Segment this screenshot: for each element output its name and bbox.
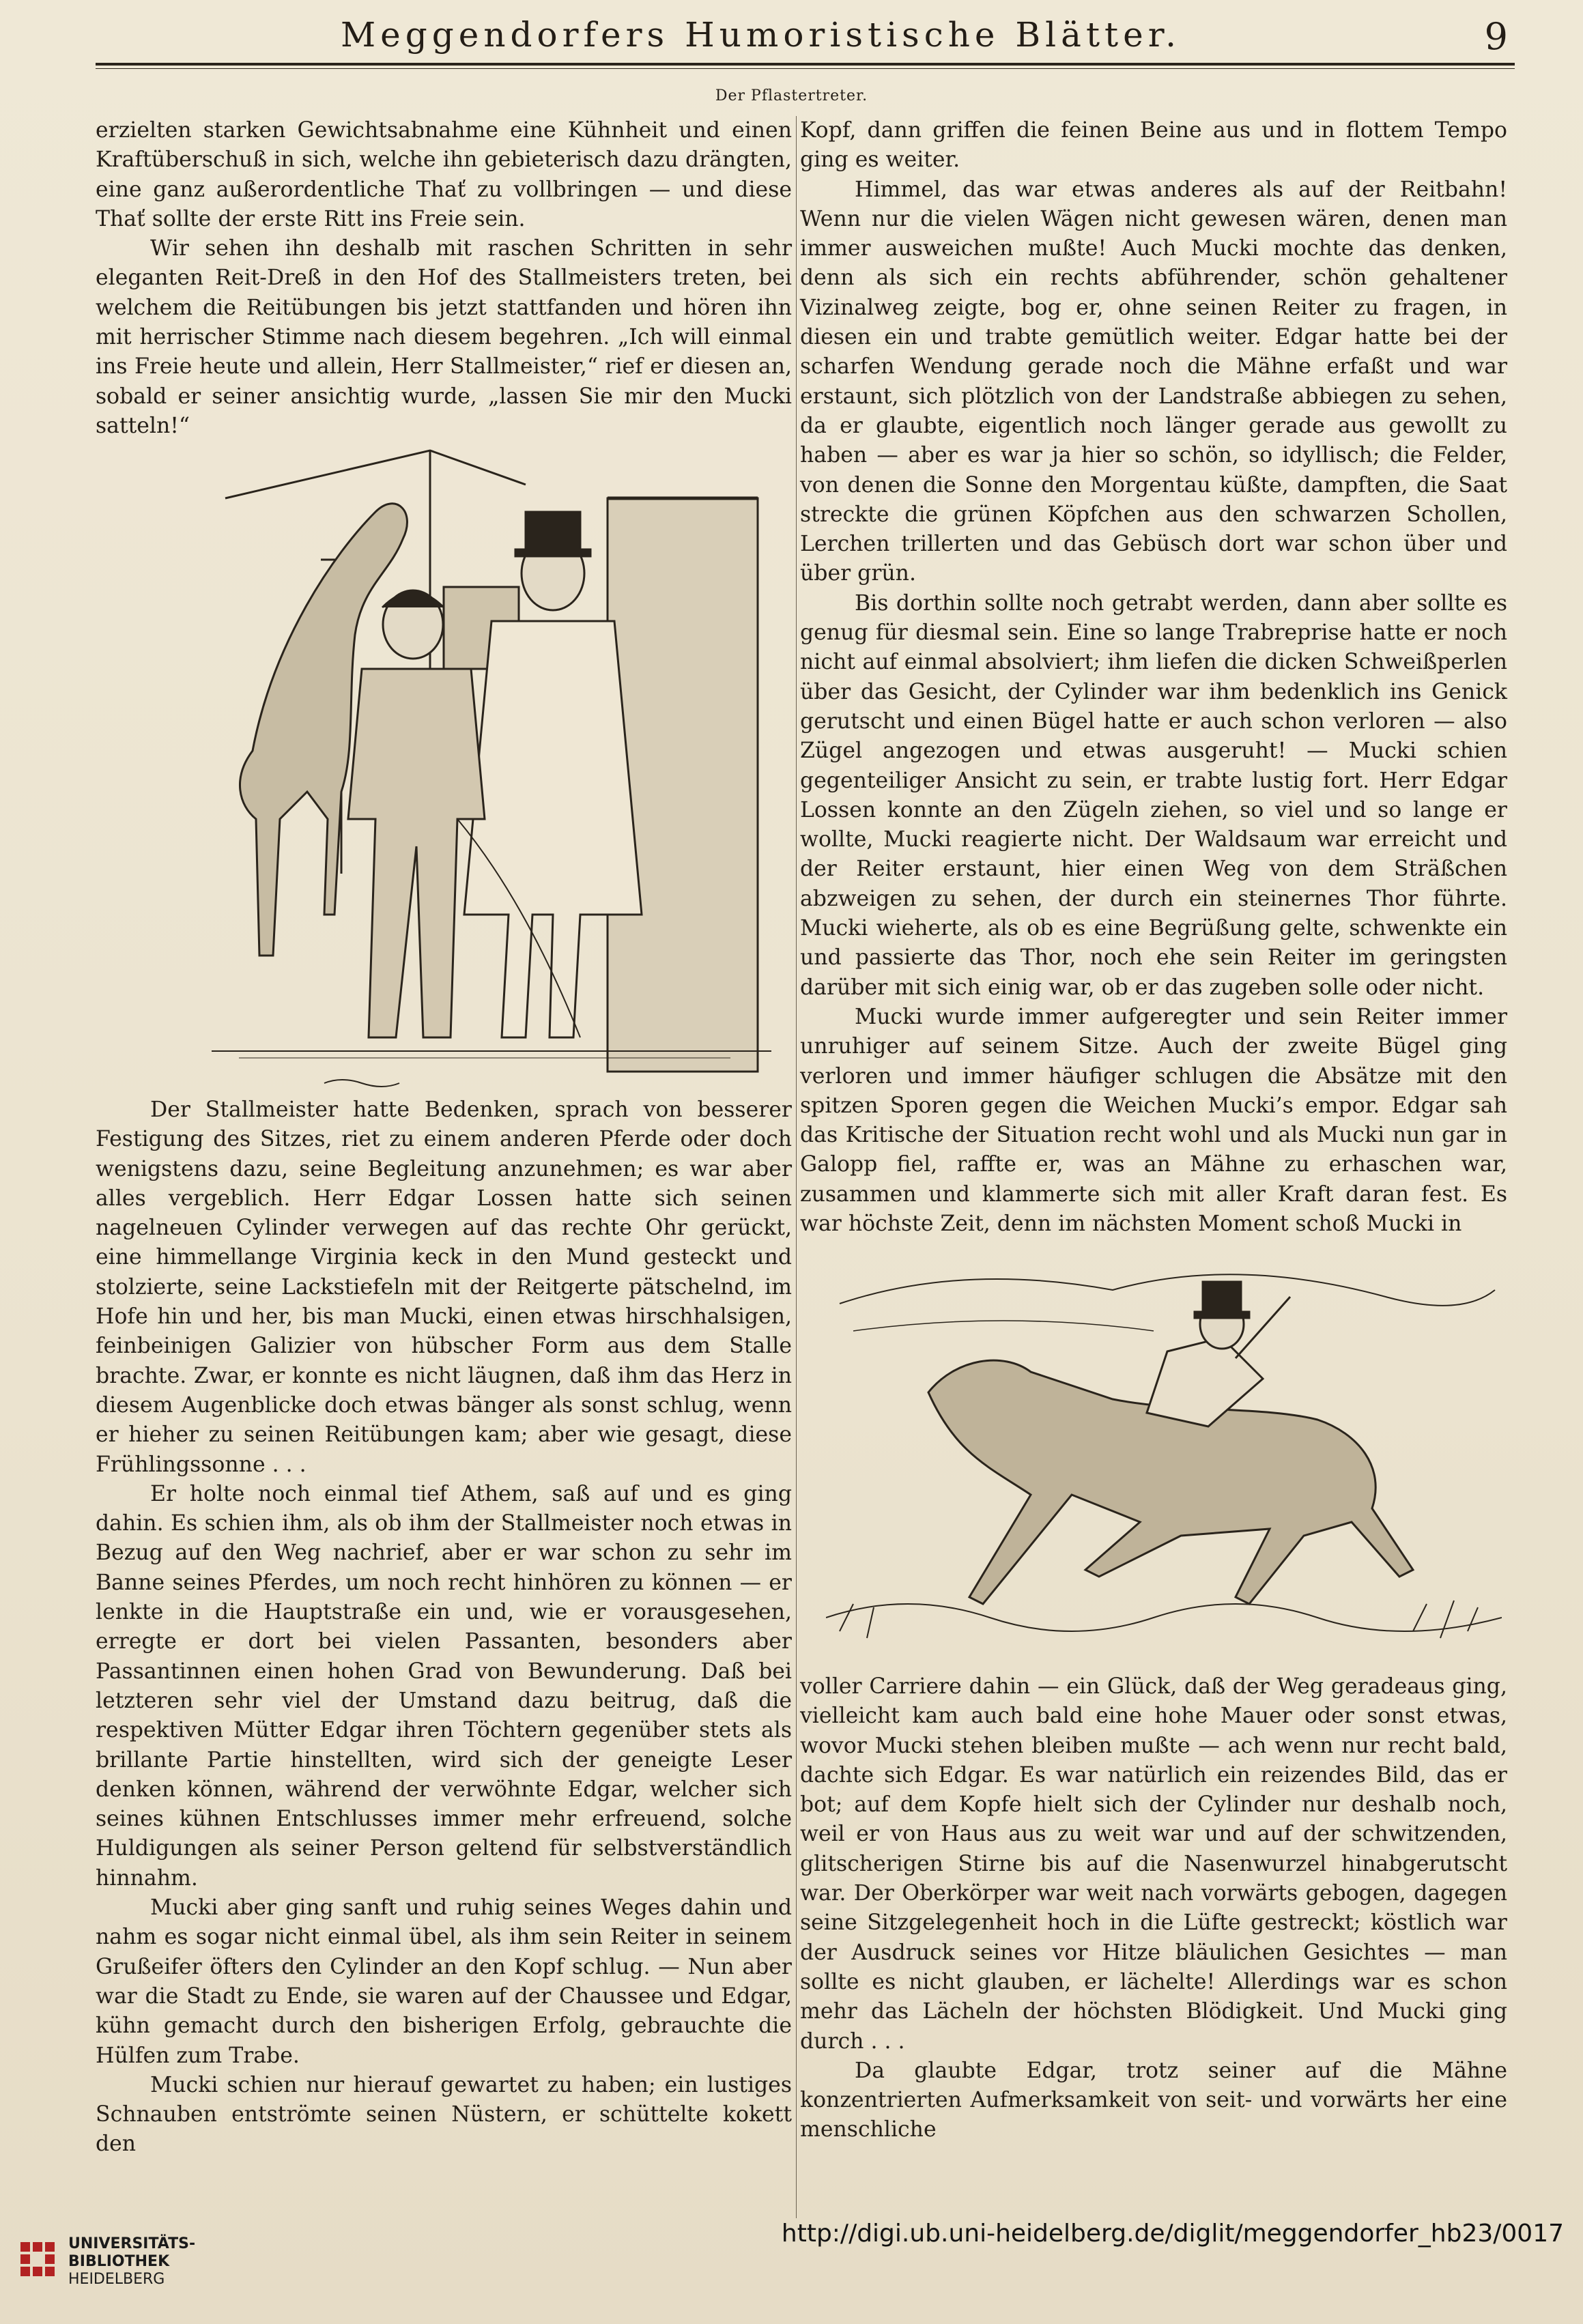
running-title: Meggendorfers Humoristische Blätter. bbox=[340, 15, 1182, 55]
page-number: 9 bbox=[1484, 15, 1508, 58]
paragraph: Mucki schien nur hierauf gewartet zu haben; ein lustiges Schnauben entströmte seinen Nüstern, er schüttelte kokett den bbox=[96, 2072, 792, 2157]
paragraph: Himmel, das war etwas anderes als auf der Reitbahn! Wenn nur die vielen Wägen nicht gewesen wären, denen man immer ausweichen mußte! Auch Mucki mochte das denken, denn als sich ein rechts abführender, schön gehaltener Vizinalweg zeigte, bog er, ohne seinen Reiter zu fragen, in diesen ein und trabte gemütlich weiter. Edgar hatte bei der scharfen Wendung gerade noch die Mähne erfaßt und war erstaunt, sich plötzlich von der Landstraße abbiegen zu sehen, da er glaubte, eigentlich noch länger gerade aus gewollt zu haben — aber es war ja hier so schön, so idyllisch; die Felder, von denen die Sonne den Morgentau küßte, dampften, die Saat streckte die grünen Köpfchen aus den schwarzen Schollen, Lerchen trillerten und das Gebüsch dort war schon über und über grün. bbox=[800, 177, 1507, 586]
right-column-bottom bbox=[800, 1672, 1507, 2145]
left-column-top bbox=[96, 116, 792, 441]
page-header bbox=[96, 15, 1508, 63]
source-url-link[interactable]: http://digi.ub.uni-heidelberg.de/diglit/meggendorfer_hb23/0017 bbox=[781, 2220, 1564, 2248]
illustration-stable-yard bbox=[171, 437, 771, 1078]
paragraph: erzielten starken Gewichtsabnahme eine Kühnheit und einen Kraftüberschuß in sich, welche ihn gebieterisch dazu drängten, eine ganz außerordentliche Thať zu vollbringen — und diese Thať sollte der erste Ritt ins Freie sein. bbox=[96, 118, 792, 231]
paragraph: Mucki wurde immer aufgeregter und sein Reiter immer unruhiger auf seinem Sitze. Auch der zweite Bügel ging verloren und immer häufiger schlugen die Absätze mit den spitzen Sporen gegen die Weichen Mucki’s empor. Edgar sah das Kritische der Situation recht wohl und als Mucki nun gar in Galopp fiel, raffte er, was an Mähne zu erhaschen war, zusammen und klammerte sich mit aller Kraft daran fest. Es war höchste Zeit, denn im nächsten Moment schoß Mucki in bbox=[800, 1004, 1507, 1236]
left-column-bottom bbox=[96, 1095, 792, 2160]
paragraph: Der Stallmeister hatte Bedenken, sprach von besserer Festigung des Sitzes, riet zu einem anderen Pferde oder doch wenigstens dazu, seine Begleitung anzunehmen; es war aber alles vergeblich. Herr Edgar Lossen hatte sich seinen nagelneuen Cylinder verwegen auf das rechte Ohr gerückt, eine himmellange Virginia keck in den Mund gesteckt und stolzierte, seine Lackstiefeln mit der Reitgerte pätschelnd, im Hofe hin und her, bis man Mucki, einen etwas hirschhalsigen, feinbeinigen Galizier von hübscher Form aus dem Stalle brachte. Zwar, er konnte es nicht läugnen, daß ihm das Herz in diesem Augenblicke doch etwas bänger als sonst schlug, wenn er hieher zu seinen Reitübungen kam; aber wie gesagt, diese Frühlingssonne . . . bbox=[96, 1098, 792, 1477]
paragraph: Bis dorthin sollte noch getrabt werden, dann aber sollte es genug für diesmal sein. Eine so lange Trabreprise hatte er noch nicht auf einmal absolviert; ihm liefen die dicken Schweißperlen über das Gesicht, der Cylinder war ihm bedenklich ins Genick gerutscht und einen Bügel hatte er auch schon verloren — also Zügel angezogen und etwas ausgeruht! — Mucki schien gegenteiliger Ansicht zu sein, er trabte lustig fort. Herr Edgar Lossen konnte an den Zügeln ziehen, so viel und so lange er wollte, Mucki reagierte nicht. Der Waldsaum war erreicht und der Reiter erstaunt, hier einen Weg von dem Sträßchen abzweigen zu sehen, der durch ein steinernes Thor führte. Mucki wieherte, als ob es eine Begrüßung gelte, schwenkte ein und passierte das Thor, noch ehe sein Reiter im geringsten darüber mit sich einig war, ob er das zugeben solle oder nicht. bbox=[800, 590, 1507, 1000]
section-label: Der Pflastertreter. bbox=[715, 87, 868, 104]
logo-line: HEIDELBERG bbox=[68, 2271, 165, 2288]
library-name bbox=[68, 2235, 195, 2289]
paragraph: Kopf, dann griffen die feinen Beine aus und in flottem Tempo ging es weiter. bbox=[800, 118, 1507, 173]
paragraph: voller Carriere dahin — ein Glück, daß der Weg geradeaus ging, vielleicht kam auch bald eine hohe Mauer oder sonst etwas, wovor Mucki stehen bleiben mußte — ach wenn nur recht bald, dachte sich Edgar. Es war natürlich ein reizendes Bild, das er bot; auf dem Kopfe hielt sich der Cylinder nur deshalb noch, weil er von Haus aus zu weit war und auf der schwitzenden, glitscherigen Stirne bis auf die Nasenwurzel hinabgerutscht war. Der Oberkörper war weit nach vorwärts gebogen, dagegen seine Sitzgelegenheit hoch in die Lüfte gestreckt; köstlich war der Ausdruck seines vor Hitze bläulichen Gesichtes — man sollte es nicht glauben, er lächelte! Allerdings war es schon mehr das Lächeln der höchsten Blödigkeit. Und Mucki ging durch . . . bbox=[800, 1674, 1507, 2054]
header-rule bbox=[96, 63, 1515, 69]
right-column-top bbox=[800, 116, 1507, 1239]
paragraph: Da glaubte Edgar, trotz seiner auf die Mähne konzentrierten Aufmerksamkeit von seit- und vorwärts her eine menschliche bbox=[800, 2058, 1507, 2142]
paragraph: Mucki aber ging sanft und ruhig seines Weges dahin und nahm es sogar nicht einmal übel, als ihm sein Reiter in seinem Grußeifer öfters den Cylinder an den Kopf schlug. — Nun aber war die Stadt zu Ende, sie waren auf der Chaussee und Edgar, kühn gemacht durch den bisherigen Erfolg, gebrauchte die Hülfen zum Trabe. bbox=[96, 1895, 792, 2068]
paragraph: Er holte noch einmal tief Athem, saß auf und es ging dahin. Es schien ihm, als ob ihm der Stallmeister noch etwas in Bezug auf den Weg nachrief, aber er war schon zu sehr im Banne seines Pferdes, um noch recht hinhören zu können — er lenkte in die Hauptstraße ein und, wie er vorausgesehen, erregte er dort bei vielen Passanten, besonders aber Passantinnen einen hohen Grad von Bewunderung. Daß bei letzteren sehr viel der Umstand dazu beitrug, daß die respektiven Mütter Edgar ihren Töchtern gegenüber stets als brillante Partie hinstellten, wird sich der geneigte Leser denken können, während der verwöhnte Edgar, welcher sich seines kühnen Entschlusses immer mehr erfreuend, solche Huldigungen als seiner Person geltend für selbstverständlich hinnahm. bbox=[96, 1481, 792, 1891]
ornament-divider-icon bbox=[321, 1076, 403, 1090]
illustration-galloping-horse bbox=[826, 1249, 1502, 1652]
column-divider bbox=[796, 116, 797, 2218]
paragraph: Wir sehen ihn deshalb mit raschen Schritten in sehr eleganten Reit-Dreß in den Hof des Stallmeisters treten, bei welchem die Reitübungen bis jetzt stattfanden und hören ihn mit herrischer Stimme nach diesem begehren. „Ich will einmal ins Freie heute und allein, Herr Stallmeister,“ rief er diesen an, sobald er seiner ansichtig wurde, „lassen Sie mir den Mucki satteln!“ bbox=[96, 236, 792, 438]
logo-line: BIBLIOTHEK bbox=[68, 2253, 170, 2270]
logo-line: UNIVERSITÄTS- bbox=[68, 2235, 196, 2252]
